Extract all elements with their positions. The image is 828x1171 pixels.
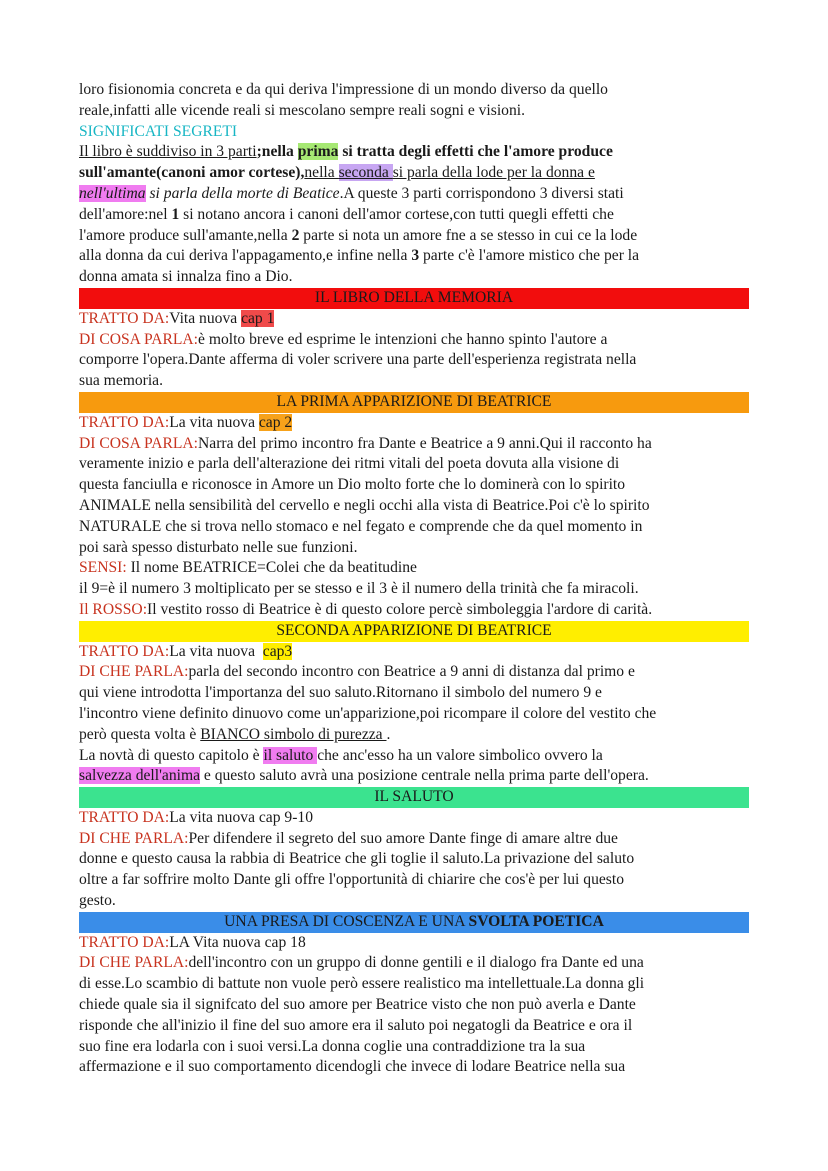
body-line: questa fanciulla e riconosce in Amore un Dio molto forte che lo dominerà con lo spirito (79, 476, 626, 494)
tratto-label: TRATTO DA: (79, 642, 170, 660)
body-line: gesto. (79, 892, 116, 910)
body-text: dell'incontro con un gruppo di donne gentili e il dialogo fra Dante ed una (188, 954, 644, 972)
body-text: parla del secondo incontro con Beatrice a 9 anni di distanza dal primo e (188, 663, 635, 681)
body-line (79, 434, 749, 455)
bold-text: si tratta degli effetti che l'amore produce (338, 143, 613, 161)
underlined-text: nella (304, 164, 339, 182)
tratto-text: La vita nuova (169, 642, 263, 660)
title-bold-text: SVOLTA POETICA (468, 912, 604, 930)
body-line (79, 746, 749, 767)
tratto-label: TRATTO DA: (79, 933, 170, 951)
tratto-line (79, 808, 749, 829)
sensi-line (79, 558, 749, 579)
body-line: qui viene introdotta l'importanza del suo saluto.Ritornano il simbolo del numero 9 e (79, 684, 602, 702)
body-line: veramente inizio e parla dell'alterazione dei ritmi vitali del poeta dovuta alla visione di (79, 455, 620, 473)
secret-line (79, 246, 749, 267)
body-line: NATURALE che si trova nello stomaco e nel fegato e comprende che da quel momento in (79, 517, 643, 535)
plain-text: però questa volta è (79, 725, 201, 743)
section-title-libro-memoria: IL LIBRO DELLA MEMORIA (79, 288, 749, 309)
plain-text: si notano ancora i canoni dell'amor cortese,con tutti quegli effetti che (179, 205, 614, 223)
highlight-salvezza: salvezza dell'anima (79, 767, 200, 785)
body-line: risponde che all'inizio il fine del suo amore era il saluto poi negatogli da Beatrice e ora il (79, 1016, 633, 1034)
body-line (79, 725, 749, 746)
bold-number: 3 (411, 247, 420, 265)
italic-text: si parla della morte di Beatice (145, 184, 340, 202)
body-text: Narra del primo incontro fra Dante e Beatrice a 9 anni.Qui il racconto ha (198, 434, 652, 452)
intro-line: loro fisionomia concreta e da qui deriva l'impressione di un mondo diverso da quello (79, 81, 608, 98)
plain-text: parte c'è l'amore mistico che per la (419, 247, 640, 265)
plain-text: . (386, 725, 391, 743)
sensi-label: SENSI: (79, 559, 127, 577)
highlight-prima: prima (297, 143, 339, 161)
plain-text: che anc'esso ha un valore simbolico ovvero la (317, 746, 603, 764)
body-line: l'incontro viene definito dinuovo come un'apparizione,poi ricompare il colore del vestito che (79, 704, 657, 722)
highlight-ultima: nell'ultima (79, 184, 146, 202)
plain-text: .A queste 3 parti corrispondono 3 diversi stati (339, 184, 624, 202)
body-text: Per difendere il segreto del suo amore Dante finge di amare altre due (188, 829, 618, 847)
secret-line (79, 163, 749, 184)
title-text: UNA PRESA DI COSCENZA E UNA (224, 912, 469, 930)
body-line (79, 330, 749, 351)
secret-line (79, 205, 749, 226)
secret-line (79, 226, 749, 247)
body-line (79, 766, 749, 787)
tratto-line (79, 309, 749, 330)
cosa-parla-label: DI CHE PARLA: (79, 829, 189, 847)
secret-line (79, 184, 749, 205)
tratto-line (79, 933, 749, 954)
body-line: sua memoria. (79, 372, 164, 390)
highlight-seconda: seconda (338, 164, 393, 182)
cosa-parla-label: DI COSA PARLA: (79, 330, 199, 348)
plain-text: La novtà di questo capitolo è (79, 746, 264, 764)
intro-line: reale,infatti alle vicende reali si mescolano sempre reali sogni e visioni. (79, 101, 525, 119)
underlined-text: Il libro è suddiviso in 3 parti (79, 143, 257, 161)
body-line (79, 953, 749, 974)
body-line (79, 662, 749, 683)
section-heading-significati: SIGNIFICATI SEGRETI (79, 122, 238, 140)
body-line: comporre l'opera.Dante afferma di voler scrivere una parte dell'esperienza registrata nella (79, 351, 637, 369)
plain-text: dell'amore:nel (79, 205, 172, 223)
tratto-text: LA Vita nuova cap 18 (169, 933, 306, 951)
section-title-prima-apparizione: LA PRIMA APPARIZIONE DI BEATRICE (79, 392, 749, 413)
tratto-line (79, 642, 749, 663)
cosa-parla-label: DI CHE PARLA: (79, 954, 189, 972)
tratto-label: TRATTO DA: (79, 808, 170, 826)
body-line: poi sarà spesso disturbato nelle sue funzioni. (79, 538, 358, 556)
section-title-saluto: IL SALUTO (79, 787, 749, 808)
tratto-text: La vita nuova cap 9-10 (169, 808, 314, 826)
plain-text: alla donna da cui deriva l'appagamento,e infine nella (79, 247, 412, 265)
underlined-text: si parla della lode per la donna e (392, 164, 595, 182)
body-line: donne e questo causa la rabbia di Beatrice che gli toglie il saluto.La privazione del saluto (79, 850, 635, 868)
tratto-label: TRATTO DA: (79, 309, 170, 327)
tratto-line (79, 413, 749, 434)
rosso-line (79, 600, 749, 621)
body-line (79, 829, 749, 850)
body-line: suo fine era lodarla con i suoi versi.La donna coglie una contraddizione tra la sua (79, 1037, 586, 1055)
body-line: chiede quale sia il signifcato del suo amore per Beatrice visto che non può averla e Dante (79, 996, 636, 1014)
bold-number: 1 (171, 205, 180, 223)
highlight-saluto: il saluto (263, 746, 318, 764)
sensi-text: Il nome BEATRICE=Colei che da beatitudine (126, 559, 417, 577)
section-title-svolta-poetica (79, 912, 749, 933)
secret-line: donna amata si innalza fino a Dio. (79, 268, 293, 286)
chapter-highlight: cap3 (262, 642, 293, 660)
body-line: di esse.Lo scambio di battute non vuole però essere realistico ma intellettuale.La donna gli (79, 975, 645, 993)
bold-text: ;nella (256, 143, 298, 161)
body-text: è molto breve ed esprime le intenzioni che hanno spinto l'autore a (198, 330, 608, 348)
rosso-text: Il vestito rosso di Beatrice è di questo colore percè simboleggia l'ardore di carità. (147, 600, 653, 618)
plain-text: l'amore produce sull'amante,nella (79, 226, 292, 244)
chapter-highlight: cap 1 (241, 309, 275, 327)
body-line: il 9=è il numero 3 moltiplicato per se stesso e il 3 è il numero della trinità che fa miracoli. (79, 580, 639, 598)
body-line: oltre a far soffrire molto Dante gli offre l'opportunità di chiarire che cos'è per lui questo (79, 871, 625, 889)
plain-text: e questo saluto avrà una posizione centrale nella prima parte dell'opera. (200, 767, 649, 785)
body-line: affermazione e il suo comportamento dicendogli che invece di lodare Beatrice nella sua (79, 1058, 626, 1076)
tratto-text: La vita nuova (169, 413, 259, 431)
cosa-parla-label: DI CHE PARLA: (79, 663, 189, 681)
document-page (79, 80, 749, 1078)
bold-number: 2 (291, 226, 300, 244)
rosso-label: Il ROSSO: (79, 600, 148, 618)
section-title-seconda-apparizione: SECONDA APPARIZIONE DI BEATRICE (79, 621, 749, 642)
secret-line (79, 142, 749, 163)
chapter-highlight: cap 2 (258, 413, 293, 431)
tratto-text: Vita nuova (169, 309, 242, 327)
tratto-label: TRATTO DA: (79, 413, 170, 431)
body-line: ANIMALE nella sensibilità del cervello e negli occhi alla vista di Beatrice.Poi c'è lo spirito (79, 496, 650, 514)
plain-text: parte si nota un amore fne a se stesso in cui ce la lode (299, 226, 638, 244)
cosa-parla-label: DI COSA PARLA: (79, 434, 199, 452)
bold-text: sull'amante(canoni amor cortese), (79, 164, 305, 182)
underlined-text: BIANCO simbolo di purezza (200, 725, 387, 743)
